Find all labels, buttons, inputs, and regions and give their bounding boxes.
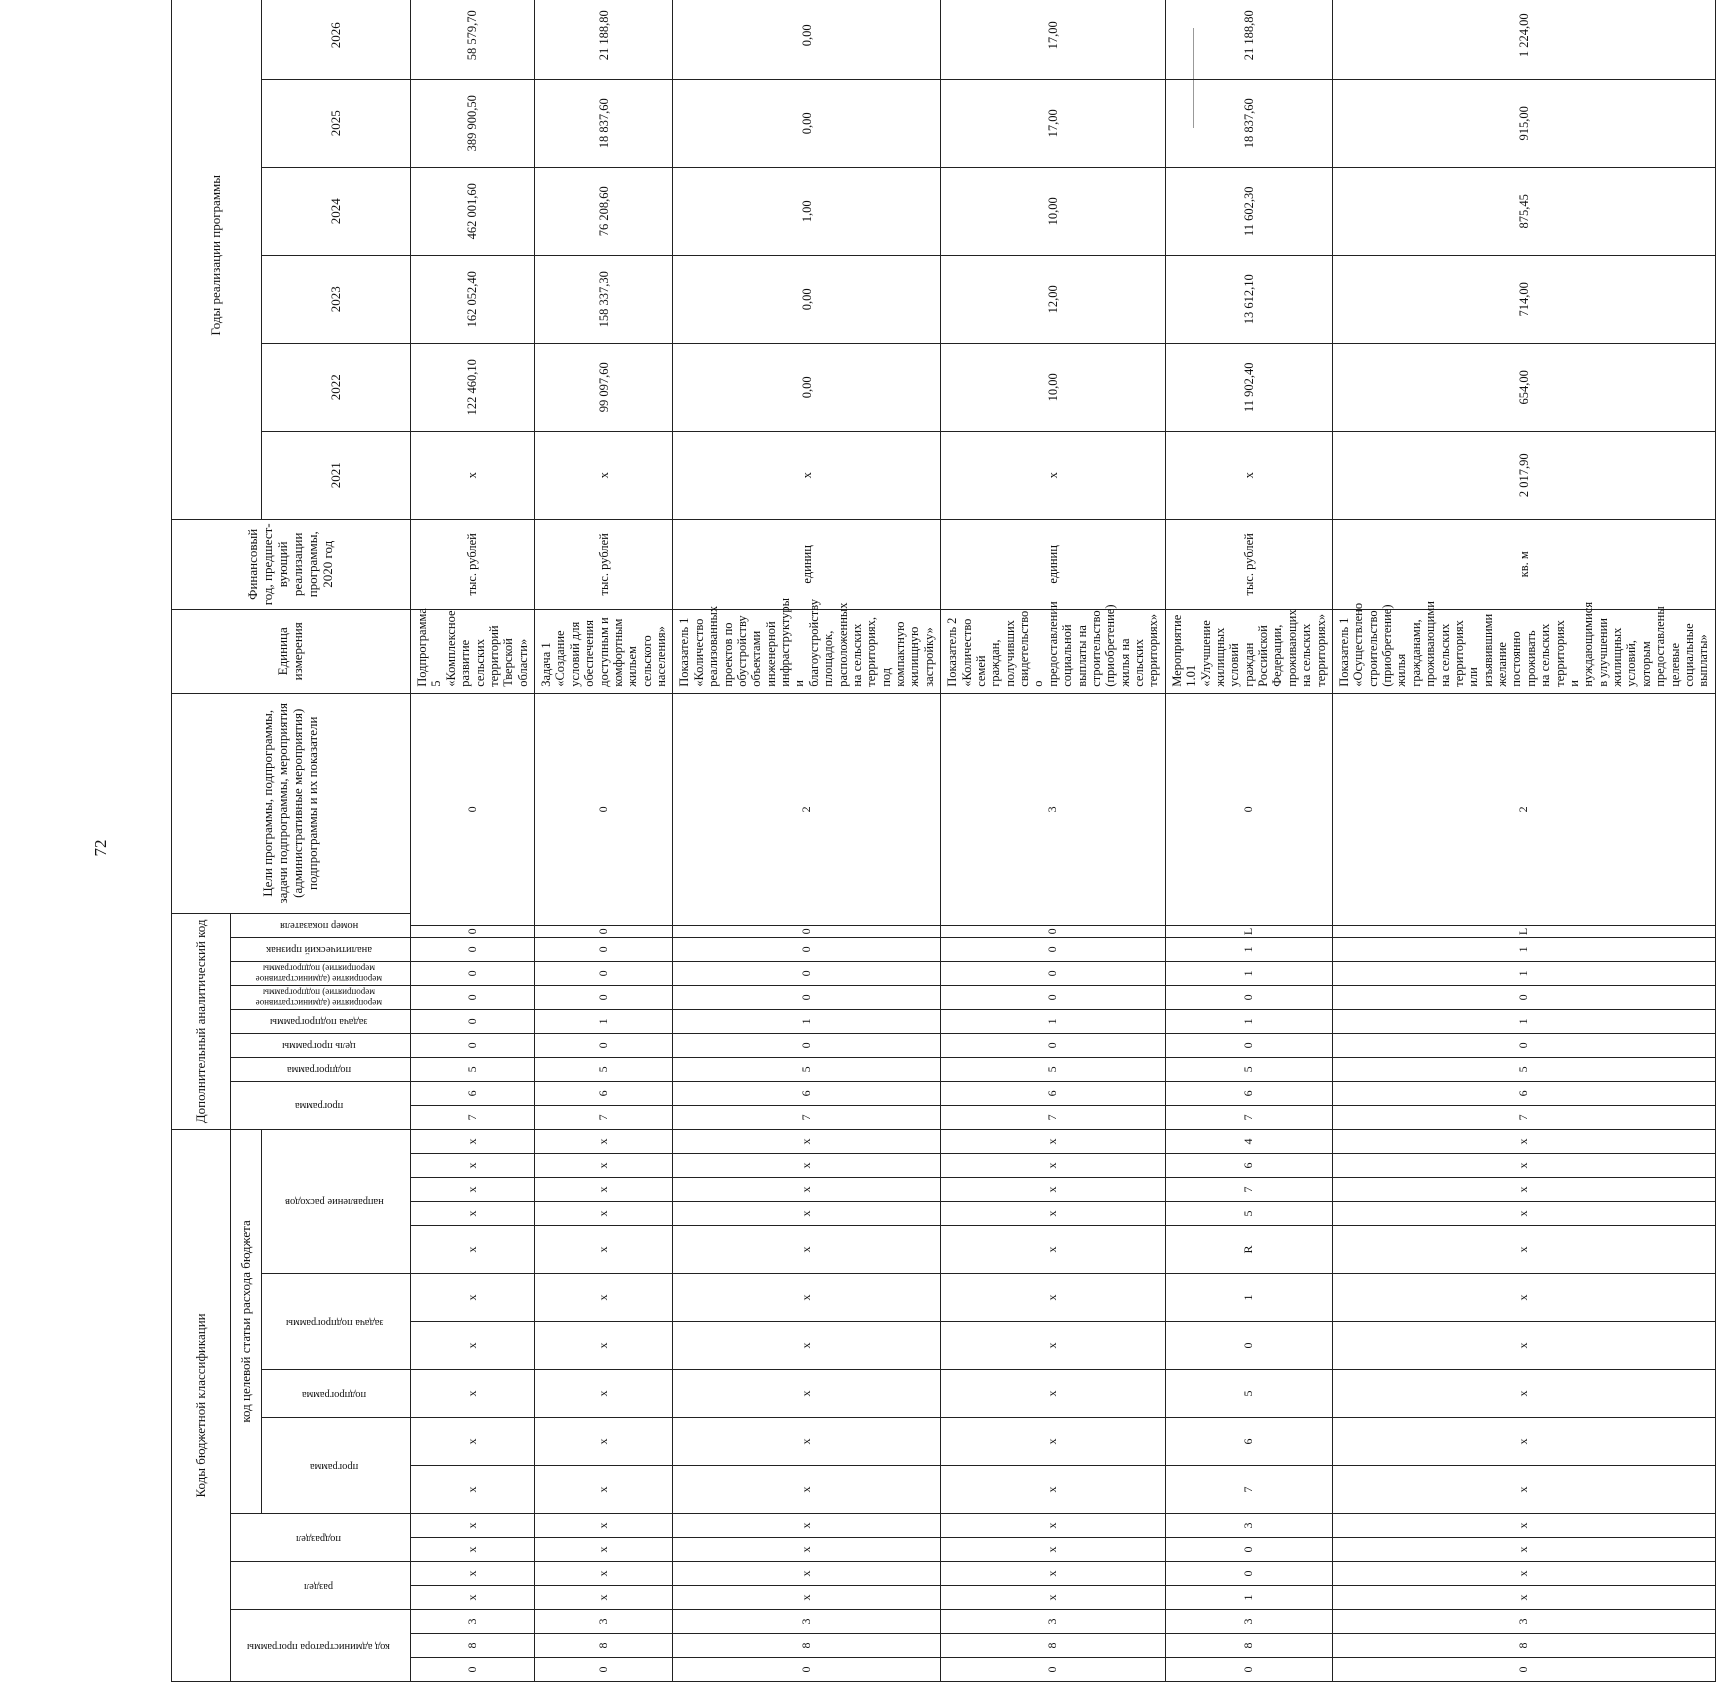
- analytic-digit: 6: [1165, 1081, 1332, 1105]
- direction-digit: x: [673, 1154, 941, 1178]
- admin-code-digit: 8: [535, 1634, 673, 1658]
- subsection-digit: x: [411, 1514, 535, 1538]
- program-digit: x: [411, 1418, 535, 1466]
- year-value: 11 902,40: [1165, 343, 1332, 431]
- table-row: [1165, 0, 1332, 1682]
- unit-cell: единиц: [673, 519, 941, 609]
- base-year-value: x: [1165, 431, 1332, 519]
- header-a-event: мероприятие (административное мероприятие) подпрограммы: [231, 985, 411, 1009]
- direction-digit: x: [673, 1129, 941, 1153]
- direction-digit: x: [535, 1154, 673, 1178]
- admin-code-digit: 3: [535, 1610, 673, 1634]
- header-expense-direction: направление расходов: [262, 1129, 411, 1273]
- task-digit: x: [941, 1322, 1166, 1370]
- section-digit: x: [941, 1562, 1166, 1586]
- header-year-2025: 2025: [262, 79, 411, 167]
- base-year-value: x: [411, 431, 535, 519]
- subsection-digit: x: [1332, 1514, 1715, 1538]
- analytic-digit: 6: [673, 1081, 941, 1105]
- subprogram-digit: 5: [1165, 1370, 1332, 1418]
- analytic-digit: 5: [535, 1057, 673, 1081]
- direction-digit: x: [411, 1226, 535, 1274]
- direction-digit: x: [411, 1178, 535, 1202]
- subsection-digit: x: [941, 1538, 1166, 1562]
- admin-code-digit: 0: [1165, 1658, 1332, 1682]
- admin-code-digit: 0: [941, 1658, 1166, 1682]
- analytic-digit: 0: [941, 985, 1166, 1009]
- direction-digit: x: [411, 1202, 535, 1226]
- analytic-digit: 2: [673, 693, 941, 925]
- direction-digit: x: [941, 1226, 1166, 1274]
- header-a-attr: аналитический признак: [231, 937, 411, 961]
- analytic-digit: 0: [535, 693, 673, 925]
- header-year-2021: 2021: [262, 431, 411, 519]
- program-digit: x: [1332, 1418, 1715, 1466]
- header-subsection: подраздел: [231, 1514, 411, 1562]
- analytic-digit: 0: [411, 985, 535, 1009]
- admin-code-digit: 8: [1332, 1634, 1715, 1658]
- analytic-digit: 0: [535, 961, 673, 985]
- year-value: 1 224,00: [1332, 0, 1715, 79]
- analytic-digit: 5: [1332, 1057, 1715, 1081]
- analytic-digit: 6: [535, 1081, 673, 1105]
- analytic-digit: 0: [941, 961, 1166, 985]
- table-row: [941, 0, 1166, 1682]
- year-value: 17,00: [941, 0, 1166, 79]
- header-year-2023: 2023: [262, 255, 411, 343]
- admin-code-digit: 3: [1165, 1610, 1332, 1634]
- analytic-digit: 6: [411, 1081, 535, 1105]
- analytic-digit: 0: [535, 985, 673, 1009]
- section-digit: x: [535, 1562, 673, 1586]
- analytic-digit: 0: [535, 1033, 673, 1057]
- analytic-digit: 0: [411, 925, 535, 937]
- year-value: 0,00: [673, 79, 941, 167]
- admin-code-digit: 0: [1332, 1658, 1715, 1682]
- analytic-digit: 1: [1165, 937, 1332, 961]
- rotated-table-sheet: [171, 10, 1711, 1682]
- year-value: 1,00: [673, 167, 941, 255]
- analytic-digit: 5: [411, 1057, 535, 1081]
- base-year-value: x: [535, 431, 673, 519]
- table-row: [673, 0, 941, 1682]
- goal-text: Показатель 2 «Количество семей граждан, получивших свидетельство о предоставлении социальной выплаты на строительство (приобретение) жилья на сельских территориях»: [941, 609, 1166, 693]
- direction-digit: x: [1332, 1202, 1715, 1226]
- base-year-value: x: [941, 431, 1166, 519]
- analytic-digit: 2: [1332, 693, 1715, 925]
- admin-code-digit: 0: [411, 1658, 535, 1682]
- year-value: 0,00: [673, 255, 941, 343]
- admin-code-digit: 3: [673, 1610, 941, 1634]
- year-value: 12,00: [941, 255, 1166, 343]
- year-value: 17,00: [941, 79, 1166, 167]
- header-target-code: код целевой статьи расхода бюджета: [231, 1129, 262, 1513]
- year-value: 915,00: [1332, 79, 1715, 167]
- task-digit: x: [1332, 1274, 1715, 1322]
- analytic-digit: 5: [673, 1057, 941, 1081]
- header-section: раздел: [231, 1562, 411, 1610]
- analytic-digit: 0: [941, 937, 1166, 961]
- analytic-digit: 1: [535, 1009, 673, 1033]
- analytic-digit: L: [1165, 925, 1332, 937]
- subsection-digit: x: [673, 1538, 941, 1562]
- analytic-digit: 0: [673, 961, 941, 985]
- direction-digit: 7: [1165, 1178, 1332, 1202]
- year-value: 58 579,70: [411, 0, 535, 79]
- task-digit: x: [411, 1274, 535, 1322]
- analytic-digit: 0: [673, 925, 941, 937]
- section-digit: x: [411, 1586, 535, 1610]
- goal-text: Мероприятие 1.01 «Улучшение жилищных условий граждан Российской Федерации, проживающих на сельских территориях»: [1165, 609, 1332, 693]
- subprogram-digit: x: [941, 1370, 1166, 1418]
- header-goals: Цели программы, подпрограммы, задачи подпрограммы, мероприятия (административные мероприятия) подпрограммы и их показатели: [172, 693, 411, 913]
- subsection-digit: x: [941, 1514, 1166, 1538]
- analytic-digit: 7: [673, 1105, 941, 1129]
- analytic-digit: 0: [1165, 985, 1332, 1009]
- header-program: программа: [262, 1418, 411, 1514]
- year-value: 18 837,60: [535, 79, 673, 167]
- subsection-digit: x: [535, 1538, 673, 1562]
- table-row: [411, 0, 535, 1682]
- year-value: 654,00: [1332, 343, 1715, 431]
- analytic-digit: 0: [411, 1009, 535, 1033]
- task-digit: x: [673, 1274, 941, 1322]
- analytic-digit: 0: [673, 985, 941, 1009]
- year-value: 18 837,60: [1165, 79, 1332, 167]
- header-years-title: Годы реализации программы: [172, 0, 262, 519]
- task-digit: x: [941, 1274, 1166, 1322]
- analytic-digit: 1: [1332, 961, 1715, 985]
- direction-digit: x: [673, 1178, 941, 1202]
- direction-digit: x: [941, 1202, 1166, 1226]
- analytic-digit: 1: [1332, 937, 1715, 961]
- task-digit: x: [411, 1322, 535, 1370]
- analytic-digit: 6: [1332, 1081, 1715, 1105]
- subprogram-digit: x: [673, 1370, 941, 1418]
- year-value: 122 460,10: [411, 343, 535, 431]
- header-year-2024: 2024: [262, 167, 411, 255]
- analytic-digit: 3: [941, 693, 1166, 925]
- base-year-value: x: [673, 431, 941, 519]
- section-digit: x: [673, 1562, 941, 1586]
- program-digit: x: [1332, 1466, 1715, 1514]
- goal-text: Подпрограмма 5 «Комплексное развитие сельских территорий Тверской области»: [411, 609, 535, 693]
- task-digit: x: [1332, 1322, 1715, 1370]
- header-subprogram: подпрограмма: [262, 1370, 411, 1418]
- header-a-task: задача подпрограммы: [231, 1009, 411, 1033]
- analytic-digit: 0: [411, 693, 535, 925]
- base-year-value: 2 017,90: [1332, 431, 1715, 519]
- admin-code-digit: 3: [1332, 1610, 1715, 1634]
- subprogram-digit: x: [535, 1370, 673, 1418]
- analytic-digit: 7: [1165, 1105, 1332, 1129]
- unit-cell: тыс. рублей: [1165, 519, 1332, 609]
- analytic-digit: 7: [1332, 1105, 1715, 1129]
- analytic-digit: 6: [941, 1081, 1166, 1105]
- unit-cell: тыс. рублей: [411, 519, 535, 609]
- header-budget-codes: Коды бюджетной классификации: [172, 1129, 231, 1681]
- section-digit: x: [941, 1586, 1166, 1610]
- year-value: 76 208,60: [535, 167, 673, 255]
- subprogram-digit: x: [411, 1370, 535, 1418]
- direction-digit: x: [535, 1202, 673, 1226]
- analytic-digit: 0: [1332, 985, 1715, 1009]
- year-value: 0,00: [673, 343, 941, 431]
- section-digit: x: [1332, 1586, 1715, 1610]
- direction-digit: x: [1332, 1178, 1715, 1202]
- admin-code-digit: 8: [673, 1634, 941, 1658]
- table-row: [535, 0, 673, 1682]
- direction-digit: 5: [1165, 1202, 1332, 1226]
- header-a-indicator: номер показателя: [231, 913, 411, 937]
- analytic-digit: 5: [1165, 1057, 1332, 1081]
- budget-table: [171, 0, 1716, 1682]
- section-digit: x: [1332, 1562, 1715, 1586]
- analytic-digit: 1: [941, 1009, 1166, 1033]
- subsection-digit: 0: [1165, 1538, 1332, 1562]
- direction-digit: 4: [1165, 1129, 1332, 1153]
- subsection-digit: x: [1332, 1538, 1715, 1562]
- direction-digit: x: [411, 1154, 535, 1178]
- direction-digit: x: [535, 1129, 673, 1153]
- header-a-program: программа: [231, 1081, 411, 1129]
- year-value: 158 337,30: [535, 255, 673, 343]
- analytic-digit: 1: [1165, 1009, 1332, 1033]
- program-digit: x: [941, 1418, 1166, 1466]
- direction-digit: x: [941, 1129, 1166, 1153]
- admin-code-digit: 3: [411, 1610, 535, 1634]
- goal-text: Показатель 1 «Количество реализованных проектов по обустройству объектами инженерной инфраструктуры и благоустройству площадок, расположенных на сельских территориях, под компактную жилищную застройку»: [673, 609, 941, 693]
- analytic-digit: 5: [941, 1057, 1166, 1081]
- analytic-digit: 0: [941, 1033, 1166, 1057]
- subsection-digit: x: [411, 1538, 535, 1562]
- page-number: 72: [91, 839, 110, 857]
- analytic-digit: 0: [411, 961, 535, 985]
- year-value: 389 900,50: [411, 79, 535, 167]
- analytic-digit: 0: [411, 1033, 535, 1057]
- section-digit: 0: [1165, 1562, 1332, 1586]
- program-digit: 6: [1165, 1418, 1332, 1466]
- direction-digit: x: [941, 1178, 1166, 1202]
- admin-code-digit: 8: [941, 1634, 1166, 1658]
- direction-digit: x: [941, 1154, 1166, 1178]
- unit-cell: тыс. рублей: [535, 519, 673, 609]
- header-admin-code: код администратора программы: [231, 1610, 411, 1682]
- direction-digit: x: [1332, 1226, 1715, 1274]
- admin-code-digit: 8: [411, 1634, 535, 1658]
- section-digit: x: [535, 1586, 673, 1610]
- header-year-2026: 2026: [262, 0, 411, 79]
- goal-text: Показатель 1 «Осуществлено строительство (приобретение) жилья гражданами, проживающими на сельских территориях или изъявившими желание постоянно проживать на сельских территориях и нуждающимися в улучшении жилищных условий, которым предоставлены целевые социальные выплаты»: [1332, 609, 1715, 693]
- header-unit: Единица измерения: [172, 609, 411, 693]
- year-value: 714,00: [1332, 255, 1715, 343]
- program-digit: x: [941, 1466, 1166, 1514]
- analytic-digit: 1: [1165, 961, 1332, 985]
- direction-digit: x: [411, 1129, 535, 1153]
- admin-code-digit: 3: [941, 1610, 1166, 1634]
- task-digit: x: [535, 1274, 673, 1322]
- direction-digit: x: [673, 1226, 941, 1274]
- header-subprogram-task: задача подпрограммы: [262, 1274, 411, 1370]
- year-value: 21 188,80: [535, 0, 673, 79]
- direction-digit: R: [1165, 1226, 1332, 1274]
- header-year-2022: 2022: [262, 343, 411, 431]
- direction-digit: 6: [1165, 1154, 1332, 1178]
- analytic-digit: 0: [535, 925, 673, 937]
- analytic-digit: 0: [1332, 1033, 1715, 1057]
- analytic-digit: 0: [411, 937, 535, 961]
- analytic-digit: 7: [411, 1105, 535, 1129]
- year-value: 10,00: [941, 343, 1166, 431]
- analytic-digit: 7: [535, 1105, 673, 1129]
- header-a-subprogram: подпрограмма: [231, 1057, 411, 1081]
- program-digit: x: [673, 1418, 941, 1466]
- header-base-year: Финансовый год, предшест-вующий реализации программы, 2020 год: [172, 519, 411, 609]
- program-digit: x: [535, 1418, 673, 1466]
- program-digit: 7: [1165, 1466, 1332, 1514]
- analytic-digit: 0: [673, 937, 941, 961]
- direction-digit: x: [535, 1226, 673, 1274]
- direction-digit: x: [535, 1178, 673, 1202]
- year-value: 0,00: [673, 0, 941, 79]
- subsection-digit: 3: [1165, 1514, 1332, 1538]
- analytic-digit: 0: [673, 1033, 941, 1057]
- year-value: 99 097,60: [535, 343, 673, 431]
- goal-text: Задача 1 «Создание условий для обеспечения доступным и комфортным жильем сельского населения»: [535, 609, 673, 693]
- table-row: [1332, 0, 1715, 1682]
- year-value: 13 612,10: [1165, 255, 1332, 343]
- year-value: 875,45: [1332, 167, 1715, 255]
- year-value: 162 052,40: [411, 255, 535, 343]
- analytic-digit: 1: [673, 1009, 941, 1033]
- task-digit: x: [673, 1322, 941, 1370]
- analytic-digit: 0: [535, 937, 673, 961]
- header-analytic-code: Дополнительный аналитический код: [172, 913, 231, 1129]
- unit-cell: кв. м: [1332, 519, 1715, 609]
- section-digit: x: [411, 1562, 535, 1586]
- subsection-digit: x: [673, 1514, 941, 1538]
- task-digit: x: [535, 1322, 673, 1370]
- section-digit: x: [673, 1586, 941, 1610]
- analytic-digit: 0: [1165, 1033, 1332, 1057]
- header-row-1: [172, 0, 231, 1682]
- admin-code-digit: 0: [673, 1658, 941, 1682]
- task-digit: 0: [1165, 1322, 1332, 1370]
- direction-digit: x: [1332, 1154, 1715, 1178]
- program-digit: x: [535, 1466, 673, 1514]
- analytic-digit: 7: [941, 1105, 1166, 1129]
- header-a-goal: цель программы: [231, 1033, 411, 1057]
- analytic-digit: 0: [941, 925, 1166, 937]
- subprogram-digit: x: [1332, 1370, 1715, 1418]
- unit-cell: единиц: [941, 519, 1166, 609]
- year-value: 11 602,30: [1165, 167, 1332, 255]
- analytic-digit: 0: [1165, 693, 1332, 925]
- header-a-event-2: мероприятие (административное мероприятие) подпрограммы: [231, 961, 411, 985]
- year-value: 21 188,80: [1165, 0, 1332, 79]
- subsection-digit: x: [535, 1514, 673, 1538]
- admin-code-digit: 0: [535, 1658, 673, 1682]
- year-value: 462 001,60: [411, 167, 535, 255]
- admin-code-digit: 8: [1165, 1634, 1332, 1658]
- year-value: 10,00: [941, 167, 1166, 255]
- direction-digit: x: [673, 1202, 941, 1226]
- task-digit: 1: [1165, 1274, 1332, 1322]
- program-digit: x: [411, 1466, 535, 1514]
- analytic-digit: 1: [1332, 1009, 1715, 1033]
- direction-digit: x: [1332, 1129, 1715, 1153]
- analytic-digit: L: [1332, 925, 1715, 937]
- section-digit: 1: [1165, 1586, 1332, 1610]
- program-digit: x: [673, 1466, 941, 1514]
